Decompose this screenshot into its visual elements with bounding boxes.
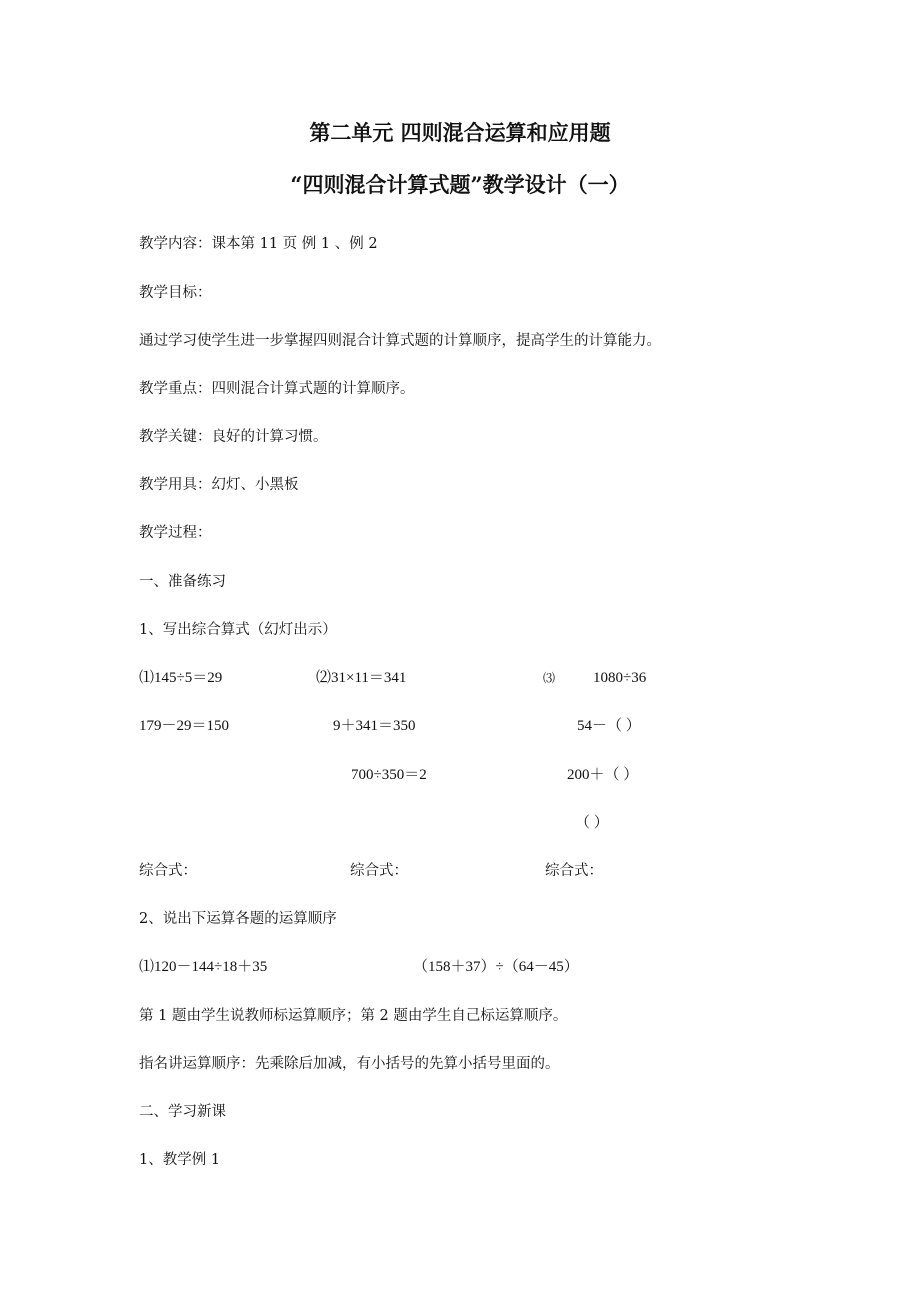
teaching-objective-text: 通过学习使学生进一步掌握四则混合计算式题的计算顺序，提高学生的计算能力。 xyxy=(139,333,661,349)
note-1: 第 1 题由学生说教师标运算顺序；第 2 题由学生自己标运算顺序。 xyxy=(139,1008,568,1024)
problem-1-step-2: 179－29＝150 xyxy=(139,718,230,734)
problem-2-step-3: 700÷350＝2 xyxy=(351,767,427,783)
teaching-objective-label: 教学目标： xyxy=(139,285,212,301)
expression-2: （158＋37）÷（64－45） xyxy=(413,959,579,975)
lesson-item-1: 1、教学例 1 xyxy=(139,1152,221,1168)
problem-1-step-1: ⑴145÷5＝29 xyxy=(139,670,223,686)
document-title: 第二单元 四则混合运算和应用题 xyxy=(309,120,611,145)
section-heading-new-lesson: 二、学习新课 xyxy=(139,1104,226,1120)
note-2: 指名讲运算顺序：先乘除后加减，有小括号的先算小括号里面的。 xyxy=(139,1056,560,1072)
section-heading-preparation: 一、准备练习 xyxy=(139,574,226,590)
combined-formula-label-3: 综合式： xyxy=(545,863,603,879)
teaching-content: 教学内容：课本第 11 页 例 1 、例 2 xyxy=(139,236,378,252)
teaching-focus: 教学重点：四则混合计算式题的计算顺序。 xyxy=(139,381,415,397)
problem-2-step-1: ⑵31×11＝341 xyxy=(316,670,407,686)
document-subtitle: “四则混合计算式题”教学设计（一） xyxy=(290,172,630,197)
problem-3-step-2: 54－（ ） xyxy=(577,718,641,734)
problem-3-step-1: 1080÷36 xyxy=(593,670,647,686)
problem-3-label: ⑶ xyxy=(543,671,556,685)
teaching-key: 教学关键：良好的计算习惯。 xyxy=(139,429,328,445)
problem-3-step-3: 200＋（ ） xyxy=(567,767,639,783)
expression-1: ⑴120－144÷18＋35 xyxy=(139,959,268,975)
teaching-tools: 教学用具：幻灯、小黑板 xyxy=(139,477,299,493)
combined-formula-label-2: 综合式： xyxy=(350,863,408,879)
exercise-item-1: 1、写出综合算式（幻灯出示） xyxy=(139,622,337,638)
combined-formula-label-1: 综合式： xyxy=(139,863,197,879)
teaching-process-label: 教学过程： xyxy=(139,525,212,541)
problem-3-step-4: （ ） xyxy=(575,815,609,831)
exercise-item-2: 2、说出下运算各题的运算顺序 xyxy=(139,911,337,927)
problem-2-step-2: 9＋341＝350 xyxy=(333,718,416,734)
